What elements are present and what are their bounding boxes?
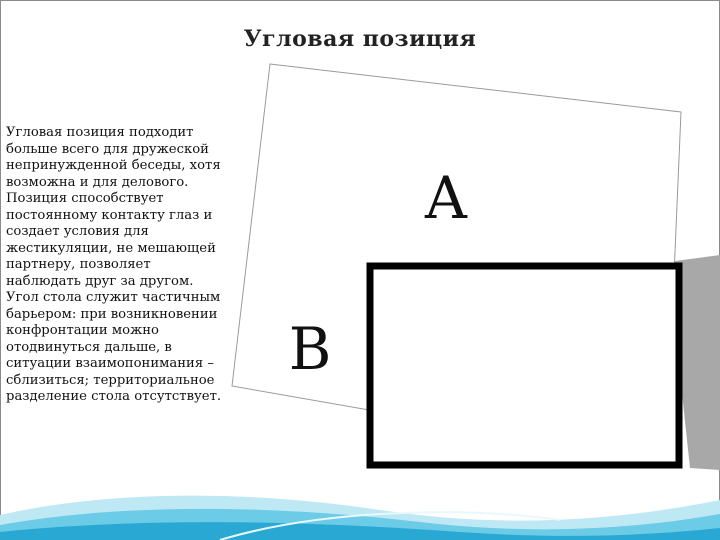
decorative-wave: [0, 470, 720, 540]
person-a-label: A: [425, 164, 467, 232]
table: [370, 266, 679, 465]
person-b-label: B: [288, 315, 332, 383]
body-paragraph: Угловая позиция подходит больше всего для дружеской непринужденной беседы, хотя возможна и для делового. Позиция способствует постоянному контакту глаз и создает условия для жестикуляции, не мешающей партнеру, позволяет наблюдать друг за другом. Угол стола служит частичным барьером: при возникновении конфронтации можно отодвинуться дальше, в ситуации взаимопонимания – сблизиться; территориальное разделение стола отсутствует.: [6, 125, 222, 404]
slide-title-text: Угловая позиция: [243, 26, 477, 52]
